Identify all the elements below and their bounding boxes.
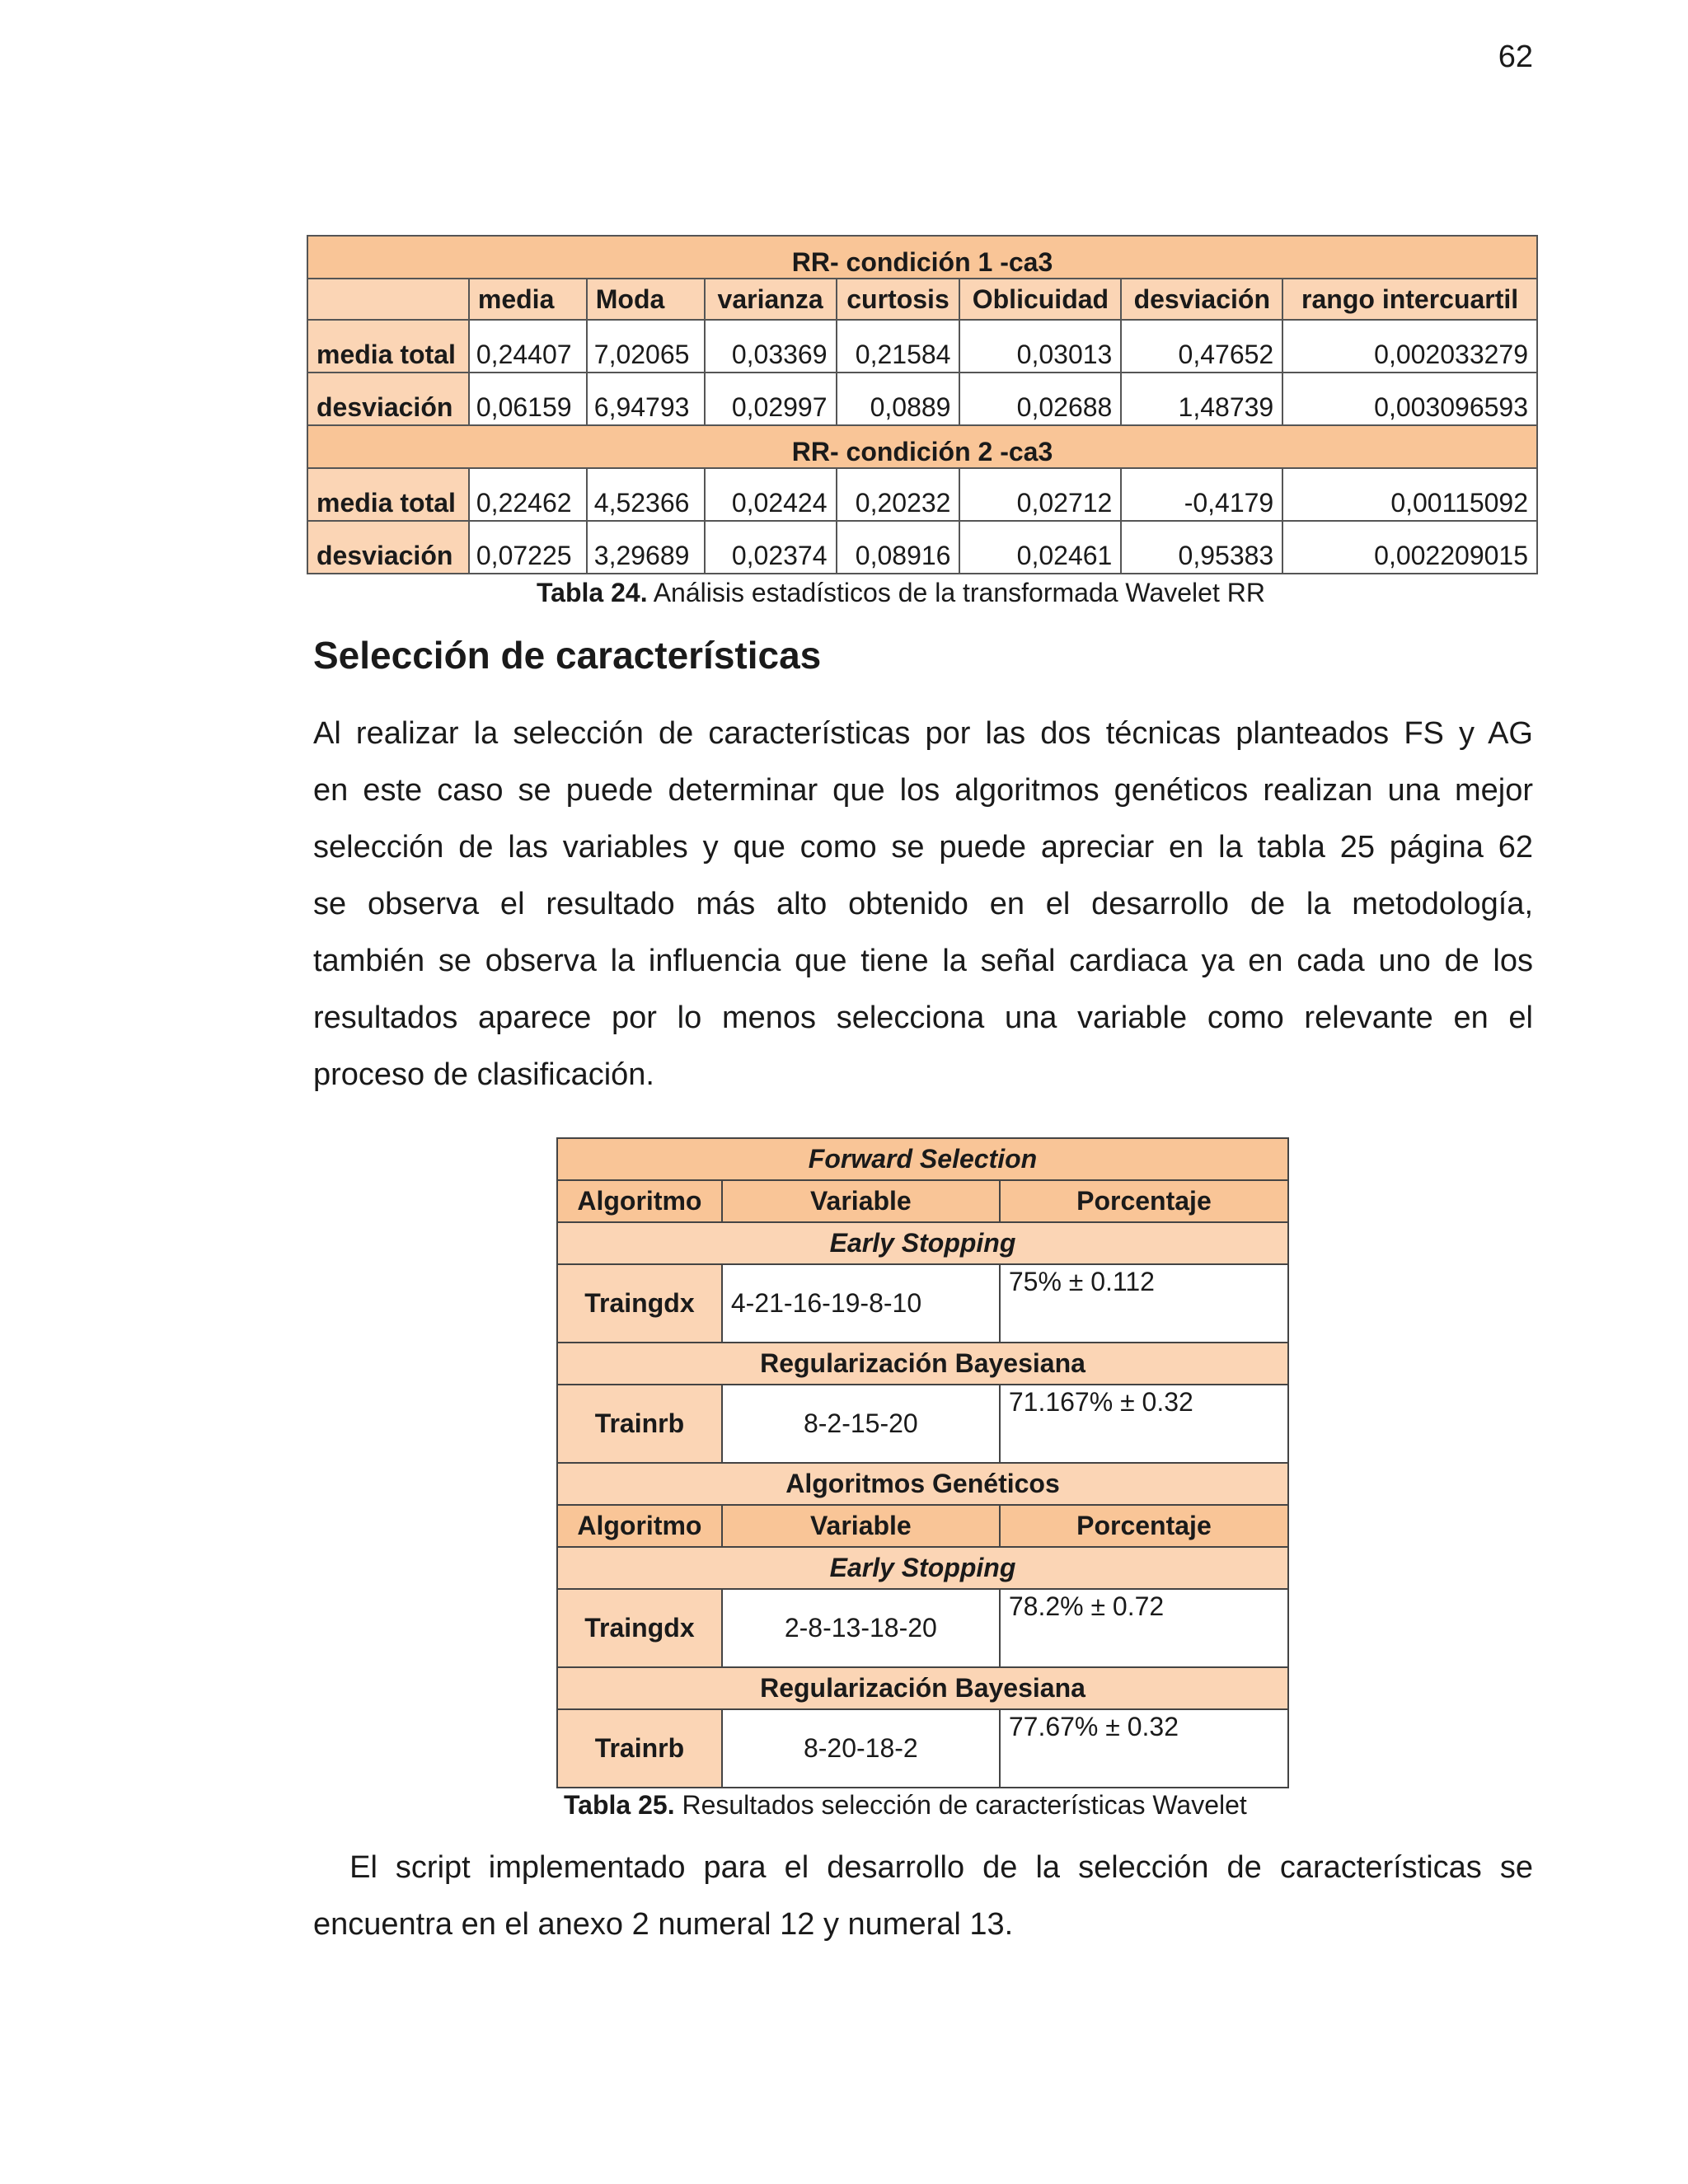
table-header-row [557,1180,1288,1222]
table-row [307,373,1537,425]
table-cell: 0,0889 [837,373,960,425]
column-header: varianza [705,279,837,320]
table-24-caption [537,578,1265,608]
column-header: curtosis [837,279,960,320]
table-header-row [307,279,1537,320]
row-label: media total [307,320,469,373]
column-header: desviación [1121,279,1282,320]
table-cell: 0,02374 [705,521,837,574]
caption-label: Tabla 24. [537,578,648,607]
column-header: Variable [722,1180,1000,1222]
table-row [307,468,1537,521]
variable-cell: 8-2-15-20 [722,1385,1000,1463]
table-row [307,320,1537,373]
table-cell: 0,02712 [959,468,1121,521]
table-row [557,1385,1288,1463]
percentage-cell: 71.167% ± 0.32 [1000,1385,1288,1463]
table-row [557,1264,1288,1343]
percentage-cell: 78.2% ± 0.72 [1000,1589,1288,1667]
page-number: 62 [1498,40,1533,74]
section-row [557,1547,1288,1589]
paragraph-line: encuentra en el anexo 2 numeral 12 y numeral 13. [313,1907,1014,1942]
algorithm-cell: Trainrb [557,1709,722,1788]
table-cell: 6,94793 [587,373,705,425]
table-cell: 0,47652 [1121,320,1282,373]
table-24 [307,235,1538,574]
table-cell: 0,07225 [469,521,587,574]
table-cell: 0,24407 [469,320,587,373]
column-header: Moda [587,279,705,320]
table-row [557,1589,1288,1667]
table-cell: 0,02461 [959,521,1121,574]
table-cell: 0,02688 [959,373,1121,425]
table-cell: 3,29689 [587,521,705,574]
section-row [557,1343,1288,1385]
table-cell: 0,20232 [837,468,960,521]
caption-label: Tabla 25. [564,1790,675,1820]
caption-text: Análisis estadísticos de la transformada Wavelet RR [647,578,1265,607]
table-25 [556,1137,1289,1788]
table-cell: 0,002033279 [1282,320,1537,373]
percentage-cell: 77.67% ± 0.32 [1000,1709,1288,1788]
row-label: media total [307,468,469,521]
paragraph-feature-selection [313,705,1533,1104]
table-cell: 0,95383 [1121,521,1282,574]
variable-cell: 4-21-16-19-8-10 [722,1264,1000,1343]
table-cell: 0,03369 [705,320,837,373]
table-cell: 0,02424 [705,468,837,521]
table-cell: 0,21584 [837,320,960,373]
caption-text: Resultados selección de características Wavelet [674,1790,1247,1820]
algorithm-cell: Trainrb [557,1385,722,1463]
column-header: Algoritmo [557,1505,722,1547]
section-title-cell: Algoritmos Genéticos [557,1463,1288,1505]
variable-cell: 2-8-13-18-20 [722,1589,1000,1667]
paragraph-script-reference [313,1840,1533,1953]
table-cell: 0,22462 [469,468,587,521]
table-cell: 0,08916 [837,521,960,574]
header-empty-cell [307,279,469,320]
table-cell: 0,03013 [959,320,1121,373]
table-title-row [307,425,1537,468]
table-cell: 0,003096593 [1282,373,1537,425]
paragraph-line: Al realizar la selección de características por las dos técnicas planteados FS y AG [313,716,1533,751]
section-title: Selección de características [313,634,822,677]
section-title-cell: Regularización Bayesiana [557,1343,1288,1385]
table-cell: 0,002209015 [1282,521,1537,574]
table-row [307,521,1537,574]
section-row [557,1667,1288,1709]
table-cell: 4,52366 [587,468,705,521]
table-cell: 0,06159 [469,373,587,425]
variable-cell: 8-20-18-2 [722,1709,1000,1788]
section-title-cell: Regularización Bayesiana [557,1667,1288,1709]
percentage-cell: 75% ± 0.112 [1000,1264,1288,1343]
section-title-cell: Forward Selection [557,1138,1288,1180]
row-label: desviación [307,373,469,425]
column-header: rango intercuartil [1282,279,1537,320]
table-row [557,1709,1288,1788]
table-cell: 0,02997 [705,373,837,425]
table-title: RR- condición 2 -ca3 [307,425,1537,468]
paragraph-line: en este caso se puede determinar que los algoritmos genéticos realizan una mejor [313,773,1533,808]
section-row [557,1222,1288,1264]
paragraph-line: selección de las variables y que como se puede apreciar en la tabla 25 página 62 [313,830,1533,865]
row-label: desviación [307,521,469,574]
column-header: Porcentaje [1000,1505,1288,1547]
section-title-cell: Early Stopping [557,1547,1288,1589]
column-header: Variable [722,1505,1000,1547]
section-title-cell: Early Stopping [557,1222,1288,1264]
section-row [557,1463,1288,1505]
table-cell: 0,00115092 [1282,468,1537,521]
column-header: Oblicuidad [959,279,1121,320]
paragraph-line: resultados aparece por lo menos selecciona una variable como relevante en el [313,1001,1533,1035]
table-cell: -0,4179 [1121,468,1282,521]
table-title-row [307,236,1537,279]
algorithm-cell: Traingdx [557,1264,722,1343]
paragraph-line: El script implementado para el desarrollo de la selección de características se [313,1850,1533,1885]
section-row [557,1138,1288,1180]
table-header-row [557,1505,1288,1547]
paragraph-line: proceso de clasificación. [313,1057,654,1092]
algorithm-cell: Traingdx [557,1589,722,1667]
column-header: Porcentaje [1000,1180,1288,1222]
paragraph-line: también se observa la influencia que tiene la señal cardiaca ya en cada uno de los [313,944,1533,978]
table-title: RR- condición 1 -ca3 [307,236,1537,279]
table-25-caption [564,1790,1247,1821]
table-cell: 1,48739 [1121,373,1282,425]
column-header: Algoritmo [557,1180,722,1222]
table-cell: 7,02065 [587,320,705,373]
column-header: media [469,279,587,320]
paragraph-line: se observa el resultado más alto obtenido en el desarrollo de la metodología, [313,887,1533,921]
